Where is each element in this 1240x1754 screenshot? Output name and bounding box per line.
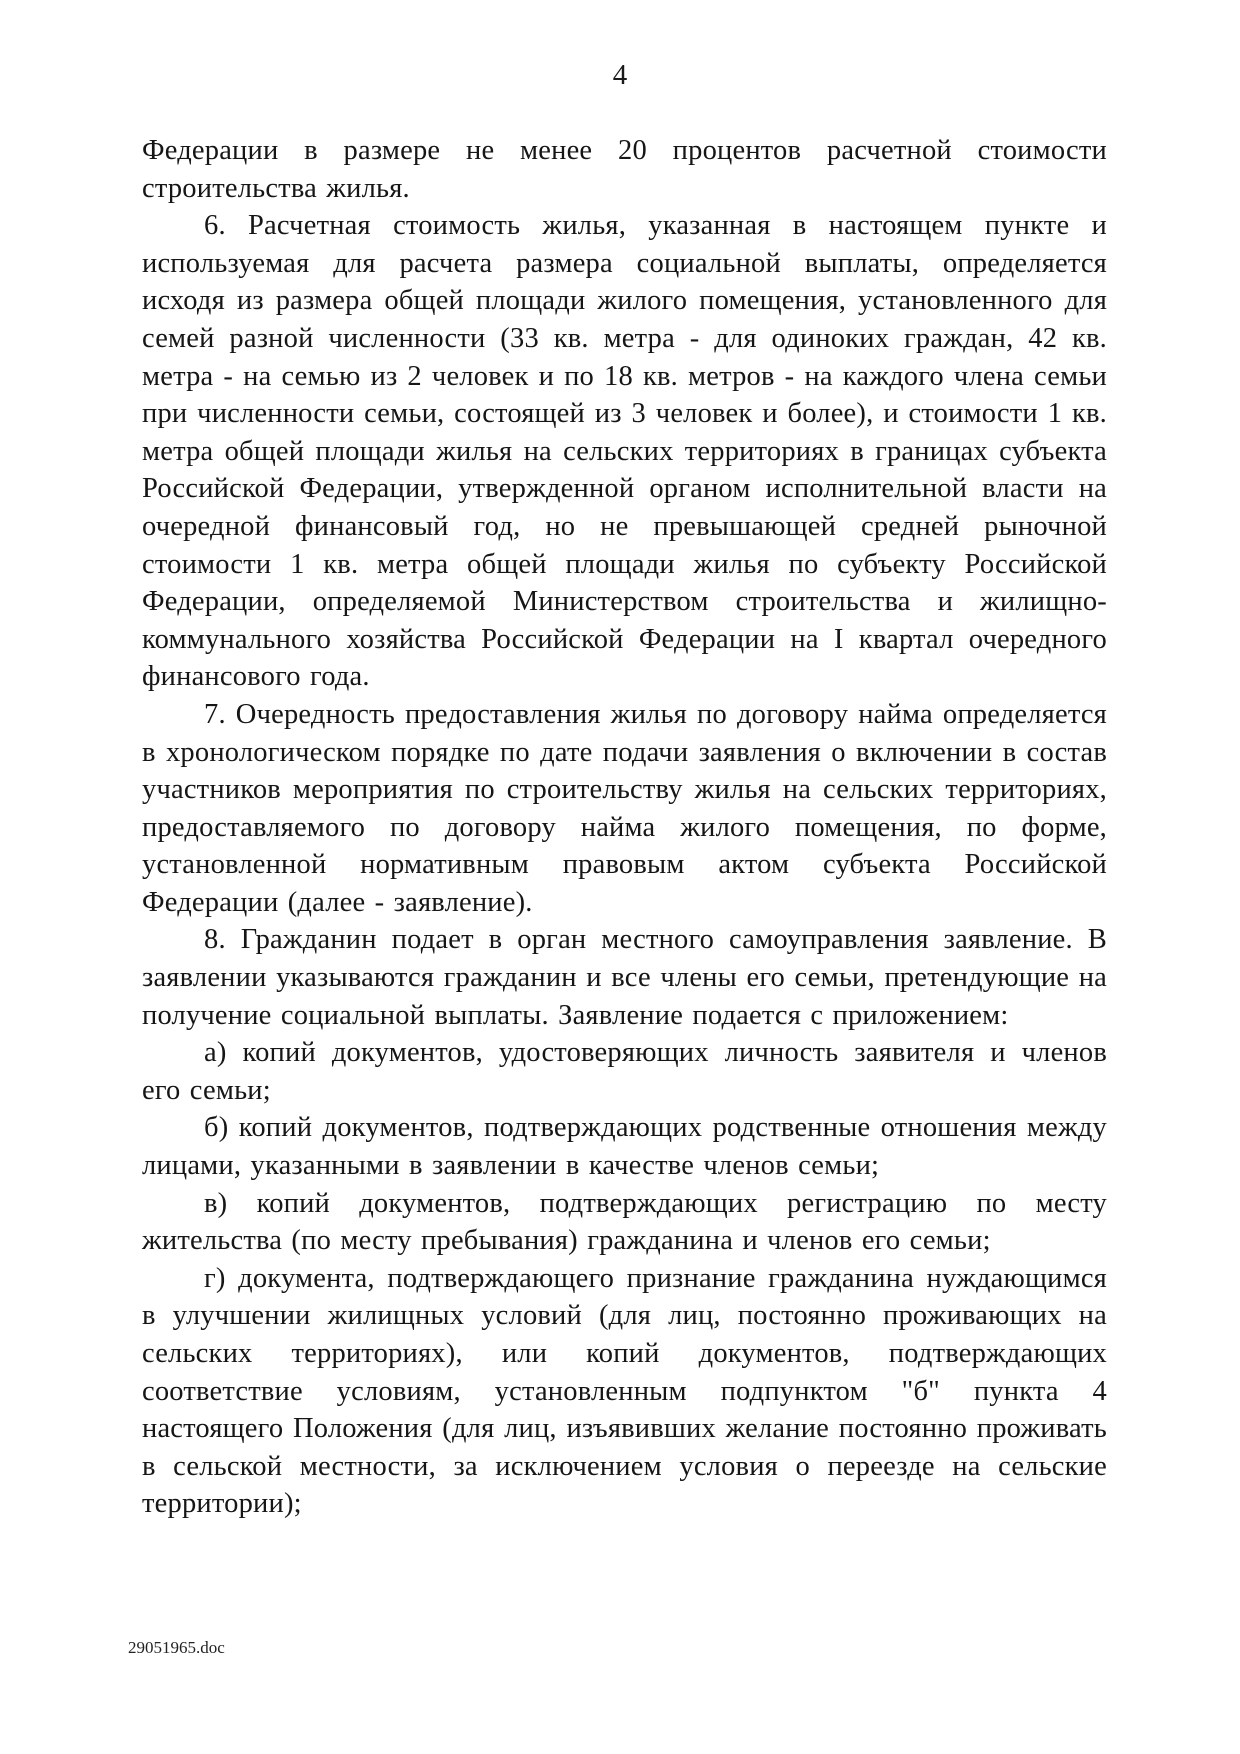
document-body xyxy=(142,132,1107,1523)
paragraph: в) копий документов, подтверждающих регистрацию по месту жительства (по месту пребывания) гражданина и членов его семьи; xyxy=(142,1187,1107,1257)
paragraph: 7. Очередность предоставления жилья по договору найма определяется в хронологическом порядке по дате подачи заявления о включении в состав участников мероприятия по строительству жилья на сельских территориях, предоставляемого по договору найма жилого помещения, по форме, установленной нормативным правовым актом субъекта Российской Федерации (далее - заявление). xyxy=(142,698,1107,918)
paragraph: 6. Расчетная стоимость жилья, указанная в настоящем пункте и используемая для расчета размера социальной выплаты, определяется исходя из размера общей площади жилого помещения, установленного для семей разной численности (33 кв. метра - для одиноких граждан, 42 кв. метра - на семью из 2 человек и по 18 кв. метров - на каждого члена семьи при численности семьи, состоящей из 3 человек и более), и стоимости 1 кв. метра общей площади жилья на сельских территориях в границах субъекта Российской Федерации, утвержденной органом исполнительной власти на очередной финансовый год, но не превышающей средней рыночной стоимости 1 кв. метра общей площади жилья по субъекту Российской Федерации, определяемой Министерством строительства и жилищно-коммунального хозяйства Российской Федерации на I квартал очередного финансового года. xyxy=(142,210,1107,693)
page-number: 4 xyxy=(612,59,628,91)
paragraph: б) копий документов, подтверждающих родственные отношения между лицами, указанными в заявлении в качестве членов семьи; xyxy=(142,1112,1107,1182)
paragraph: г) документа, подтверждающего признание гражданина нуждающимся в улучшении жилищных условий (для лиц, постоянно проживающих на сельских территориях), или копий документов, подтверждающих соответствие условиям, установленным подпунктом "б" пункта 4 настоящего Положения (для лиц, изъявивших желание постоянно проживать в сельской местности, за исключением условия о переезде на сельские территории); xyxy=(142,1262,1107,1520)
paragraph: 8. Гражданин подает в орган местного самоуправления заявление. В заявлении указываются гражданин и все члены его семьи, претендующие на получение социальной выплаты. Заявление подается с приложением: xyxy=(142,924,1107,1031)
paragraph: а) копий документов, удостоверяющих личность заявителя и членов его семьи; xyxy=(142,1037,1107,1106)
paragraph: Федерации в размере не менее 20 процентов расчетной стоимости строительства жилья. xyxy=(142,135,1107,204)
footer-filename: 29051965.doc xyxy=(128,1638,225,1657)
